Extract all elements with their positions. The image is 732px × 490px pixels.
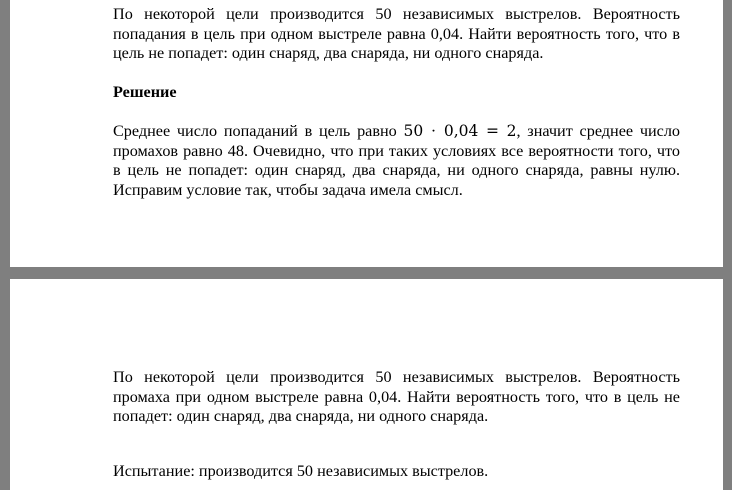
solution-paragraph xyxy=(113,122,680,200)
solution-text-end: , значит среднее число промахов равно 48. Очевидно, что при таких условиях все вероятности того, что в цель не попадет: один снаряд, два снаряда, ни одного снаряда, равны нулю. Исправим условие так, чтобы задача имела смысл. xyxy=(113,122,680,199)
document-page xyxy=(10,279,723,490)
solution-heading: Решение xyxy=(113,83,177,101)
problem-text: По некоторой цели производится 50 независимых выстрелов. Вероятность попадания в цель при одном выстреле равна 0,04. Найти вероятность того, что в цель не попадет: один снаряд, два снаряда, ни одного снаряда. xyxy=(113,5,680,63)
solution-text-start: Среднее число попаданий в цель равно xyxy=(113,122,404,140)
corrected-problem-statement xyxy=(113,368,680,427)
solution-formula: 50 ⋅ 0,04 = 2 xyxy=(403,122,517,140)
corrected-problem-text: По некоторой цели производится 50 независимых выстрелов. Вероятность промаха при одном выстреле равна 0,04. Найти вероятность того, что в цель не попадет: один снаряд, два снаряда, ни одного снаряда. xyxy=(113,368,680,426)
trial-description xyxy=(113,462,680,482)
trial-text: Испытание: производится 50 независимых выстрелов. xyxy=(113,462,489,480)
problem-statement xyxy=(113,5,680,64)
document-page xyxy=(10,0,723,267)
